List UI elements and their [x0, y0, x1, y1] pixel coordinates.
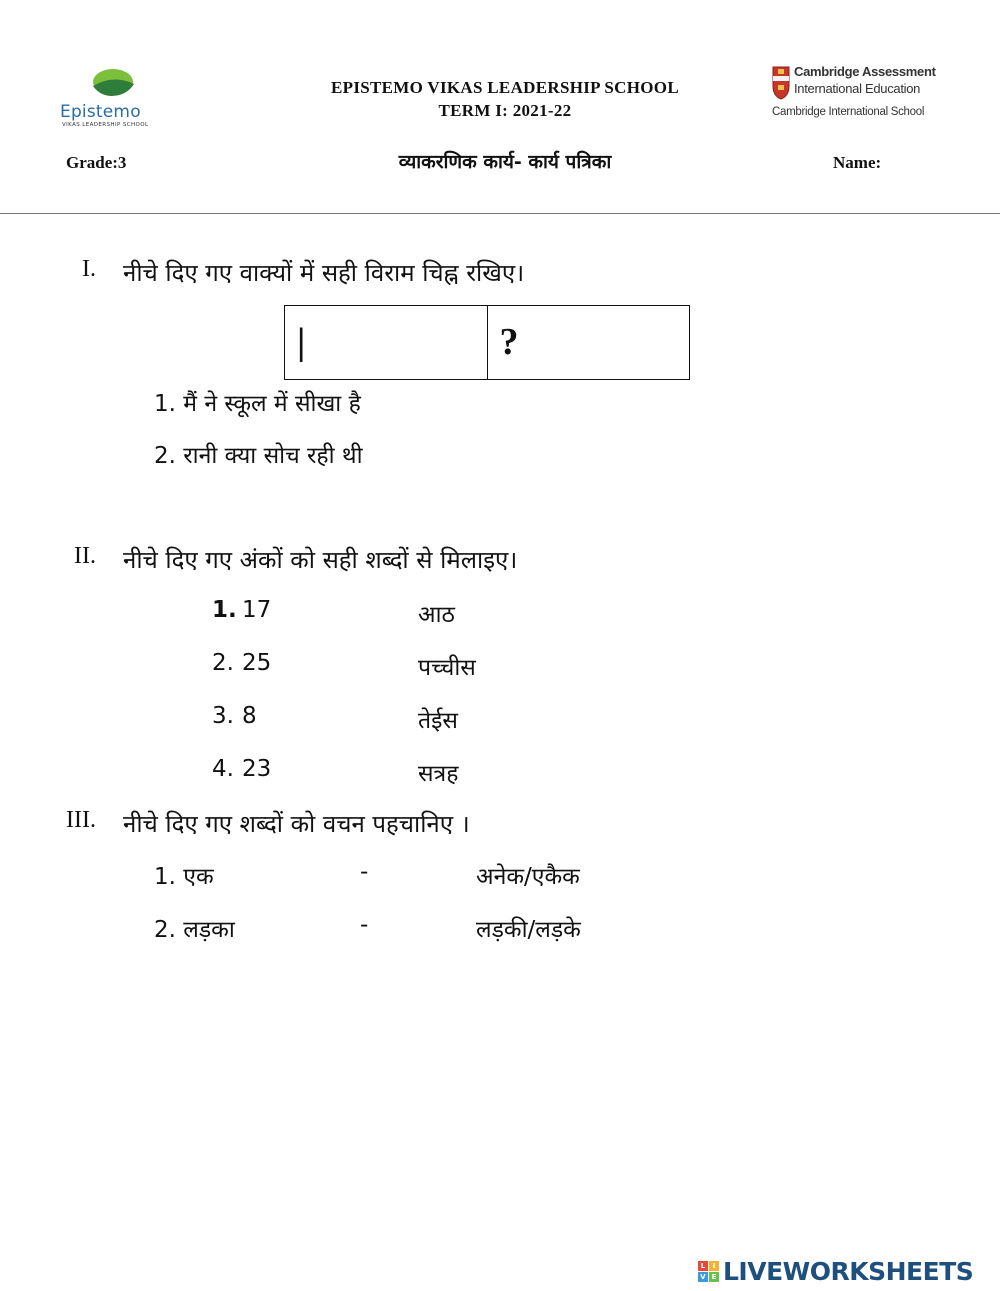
- match-word[interactable]: पच्चीस: [418, 655, 476, 681]
- punctuation-cell-purna-viram[interactable]: [285, 306, 487, 379]
- match-word[interactable]: सत्रह: [418, 761, 459, 787]
- liveworksheets-brand: LIVEWORKSHEETS: [723, 1256, 974, 1286]
- header-divider: [0, 213, 1000, 214]
- match-number[interactable]: 8: [242, 703, 257, 729]
- cambridge-line-1: Cambridge Assessment: [794, 64, 936, 79]
- purna-viram-mark: |: [297, 321, 306, 363]
- name-label: Name:: [833, 153, 882, 172]
- tile: L: [698, 1261, 708, 1271]
- school-name: EPISTEMO VIKAS LEADERSHIP SCHOOL: [331, 78, 679, 97]
- cambridge-line-2: International Education: [794, 81, 921, 96]
- match-index: 4.: [212, 756, 234, 782]
- vachan-word: 1. एक: [154, 864, 214, 890]
- match-number[interactable]: 23: [242, 756, 272, 782]
- vachan-word: 2. लड़का: [154, 917, 235, 943]
- epistemo-logo: [56, 66, 166, 130]
- grade-label: Grade:3: [66, 153, 127, 172]
- punctuation-cell-question-mark[interactable]: [487, 306, 690, 379]
- match-word[interactable]: तेईस: [418, 708, 458, 734]
- vachan-dash: -: [360, 912, 369, 938]
- logo-wordmark: Epistemo: [60, 102, 141, 122]
- punctuation-box: [284, 305, 690, 380]
- vachan-options[interactable]: लड़की/लड़के: [476, 917, 581, 943]
- section-2-number: II.: [74, 543, 96, 569]
- logo-subtitle: VIKAS LEADERSHIP SCHOOL: [62, 122, 149, 128]
- liveworksheets-badge[interactable]: [698, 1254, 973, 1288]
- cambridge-shield-icon: [772, 66, 790, 100]
- tile: I: [709, 1261, 719, 1271]
- sentence-item[interactable]: 2. रानी क्या सोच रही थी: [154, 443, 363, 469]
- question-mark: ?: [499, 321, 519, 363]
- section-3-number: III.: [66, 807, 96, 833]
- match-number[interactable]: 25: [242, 650, 272, 676]
- tile: V: [698, 1272, 708, 1282]
- tile: E: [709, 1272, 719, 1282]
- sheet-title: व्याकरणिक कार्य- कार्य पत्रिका: [398, 151, 612, 173]
- match-number[interactable]: 17: [242, 597, 272, 623]
- term-label: TERM I: 2021-22: [438, 101, 572, 120]
- section-3-title: नीचे दिए गए शब्दों को वचन पहचानिए ।: [123, 810, 470, 838]
- leaf-logo-icon: [56, 66, 166, 106]
- section-1-title: नीचे दिए गए वाक्यों में सही विराम चिह्न रखिए।: [123, 259, 525, 287]
- match-word[interactable]: आठ: [418, 602, 455, 628]
- section-2-title: नीचे दिए गए अंकों को सही शब्दों से मिलाइए।: [123, 546, 518, 574]
- match-index: 3.: [212, 703, 234, 729]
- section-1-number: I.: [82, 256, 96, 282]
- match-index: 1.: [212, 597, 237, 623]
- cambridge-logo: [770, 64, 936, 124]
- sentence-item[interactable]: 1. मैं ने स्कूल में सीखा है: [154, 391, 361, 417]
- match-index: 2.: [212, 650, 234, 676]
- vachan-options[interactable]: अनेक/एकैक: [476, 864, 580, 890]
- cambridge-line-3: Cambridge International School: [772, 106, 925, 118]
- liveworksheets-tiles-icon: [698, 1261, 719, 1282]
- vachan-dash: -: [360, 859, 369, 885]
